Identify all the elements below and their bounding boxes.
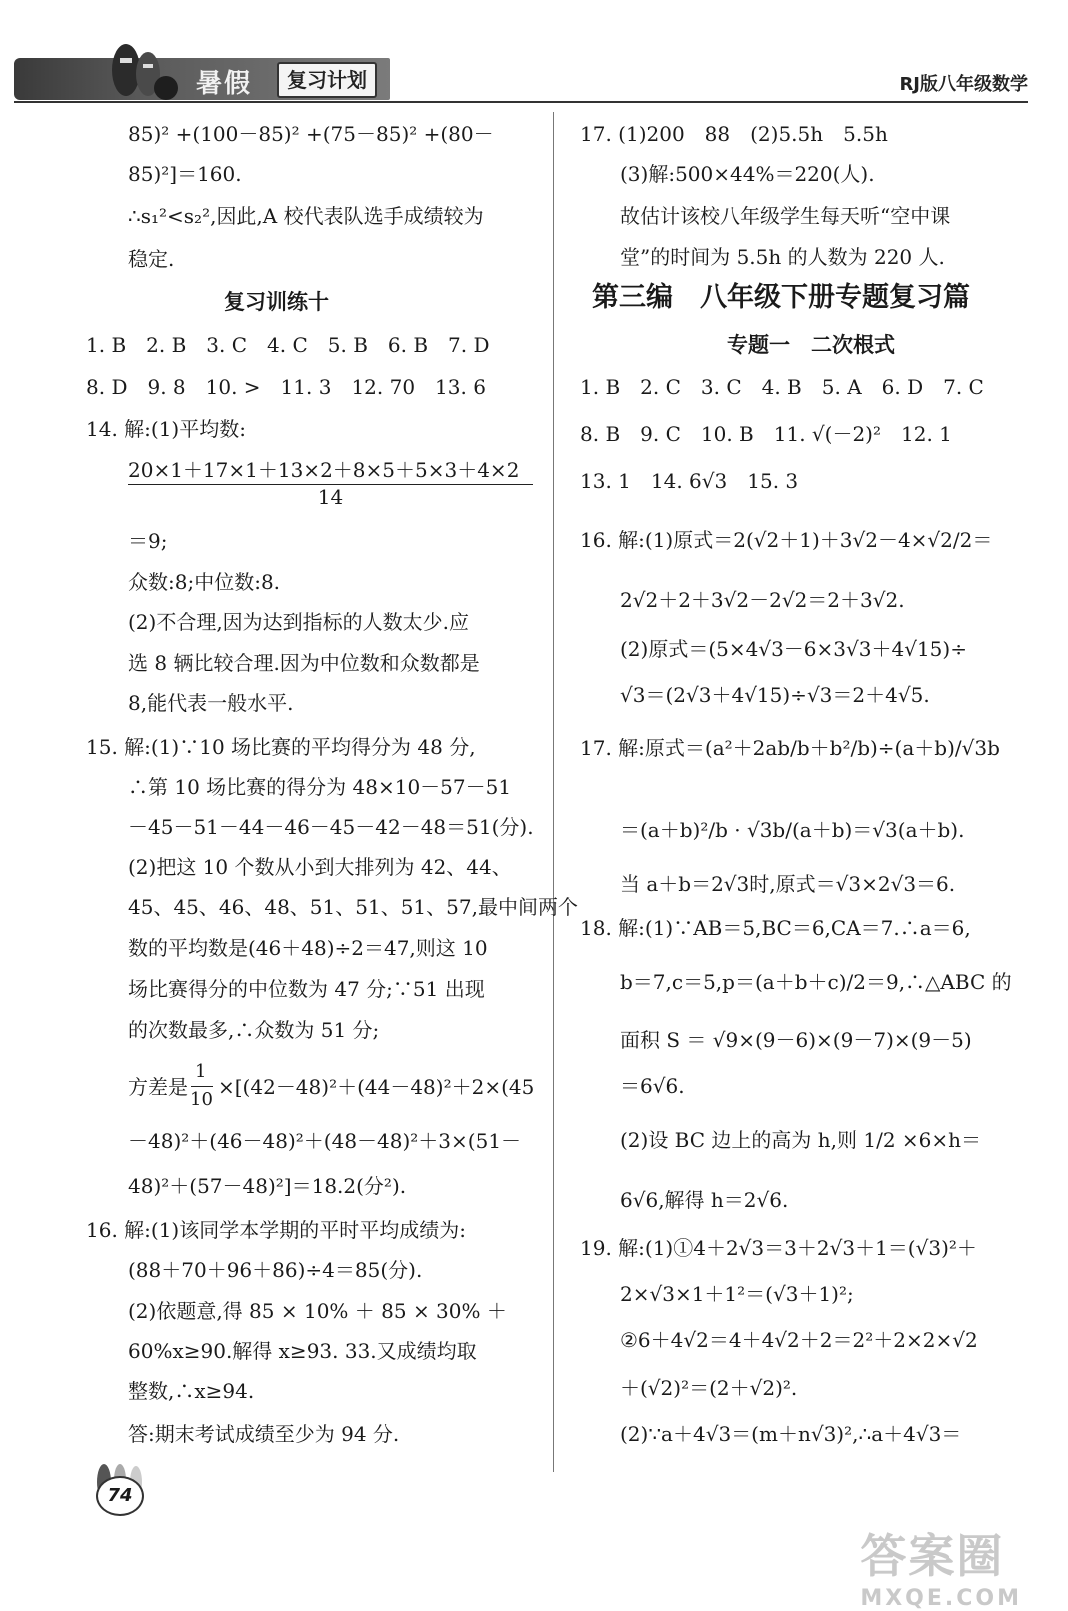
text-line: (2)∵a＋4√3＝(m＋n√3)²,∴a＋4√3＝ [620,1422,962,1446]
fraction-numerator: 1 [195,1061,207,1082]
text-line: 48)²＋(57－48)²]＝18.2(分²). [128,1174,407,1198]
text-line: －45－51－44－46－45－42－48＝51(分). [128,815,534,839]
question-17-stats: 17. (1)200 88 (2)5.5h 5.5h [580,122,888,146]
text-line: －48)²＋(46－48)²＋(48－48)²＋3×(51－ [128,1129,522,1153]
answer-row: 13. 1 14. 6√3 15. 3 [580,469,799,493]
fraction-numerator: 20×1＋17×1＋13×2＋8×5＋5×3＋4×2 [128,458,520,482]
text-line: ＋(√2)²＝(2＋√2)². [620,1376,798,1400]
fraction-denominator: 10 [190,1089,213,1110]
text-line: 答:期末考试成绩至少为 94 分. [128,1422,400,1446]
text-line: 85)²]＝160. [128,162,242,186]
text-line: 85)² +(100－85)² +(75－85)² +(80－ [128,122,494,146]
text-line: 60%x≥90.解得 x≥93. 33.又成绩均取 [128,1339,477,1363]
answer-row: 1. B 2. C 3. C 4. B 5. A 6. D 7. C [580,375,984,399]
text-line: 选 8 辆比较合理.因为中位数和众数都是 [128,651,480,675]
text-line: 8,能代表一般水平. [128,691,294,715]
text-line: 故估计该校八年级学生每天听“空中课 [620,204,951,228]
column-divider [553,112,554,1472]
answer-row: 8. D 9. 8 10. > 11. 3 12. 70 13. 6 [86,375,486,399]
text-line: (2)不合理,因为达到指标的人数太少.应 [128,610,470,634]
text-line: 众数:8;中位数:8. [128,570,281,594]
text-line: 面积 S ＝ √9×(9－6)×(9－7)×(9－5) [620,1028,972,1052]
text-line: 方差是 [128,1075,188,1099]
watermark-sub: MXQE.COM [860,1586,1022,1611]
fraction-denominator: 14 [317,485,344,509]
text-line: 45、45、46、48、51、51、51、57,最中间两个 [128,895,578,919]
text-line: 当 a＋b＝2√3时,原式＝√3×2√3＝6. [620,872,956,896]
text-line: 2×√3×1＋1²＝(√3＋1)²; [620,1282,854,1306]
question-16: 16. 解:(1)该同学本学期的平时平均成绩为: [86,1218,466,1242]
text-line: 整数,∴x≥94. [128,1379,255,1403]
text-line: 6√6,解得 h＝2√6. [620,1188,789,1212]
answer-row: 8. B 9. C 10. B 11. √(－2)² 12. 1 [580,422,952,446]
part-title: 第三编 八年级下册专题复习篇 [592,282,970,313]
text-line: (2)把这 10 个数从小到大排列为 42、44、 [128,855,512,879]
text-line: ②6＋4√2＝4＋4√2＋2＝2²＋2×2×√2 [620,1328,978,1352]
bowling-pins-illustration [96,40,180,102]
edition-label: RJ版八年级数学 [899,74,1028,95]
question-19: 19. 解:(1)①4＋2√3＝3＋2√3＋1＝(√3)²＋ [580,1236,977,1260]
text-line: ×[(42－48)²＋(44－48)²＋2×(45 [218,1075,535,1099]
text-line: 堂”的时间为 5.5h 的人数为 220 人. [620,245,945,269]
question-17-radicals: 17. 解:原式＝(a²＋2ab/b＋b²/b)÷(a＋b)/√3b [580,736,1000,760]
text-line: 2√2＋2＋3√2－2√2＝2＋3√2. [620,588,905,612]
text-line: √3＝(2√3＋4√15)÷√3＝2＋4√5. [620,683,930,707]
text-line: ＝6√6. [620,1074,685,1098]
watermark-logo [860,1520,1022,1611]
text-line: ∴第 10 场比赛的得分为 48×10－57－51 [128,775,512,799]
question-15: 15. 解:(1)∵10 场比赛的平均得分为 48 分, [86,735,476,759]
text-line: (88＋70＋96＋86)÷4＝85(分). [128,1258,423,1282]
brand-title: 暑假 [196,69,253,99]
text-line: 的次数最多,∴众数为 51 分; [128,1018,380,1042]
page-number: 74 [96,1476,144,1516]
topic-title: 专题一 二次根式 [727,333,895,357]
text-line: 稳定. [128,247,175,271]
section-title: 复习训练十 [224,290,329,314]
header-rule [14,101,1028,103]
text-line: ＝(a＋b)²/b · √3b/(a＋b)＝√3(a＋b). [620,818,965,842]
text-line: 数的平均数是(46＋48)÷2＝47,则这 10 [128,936,488,960]
question-16-radicals: 16. 解:(1)原式＝2(√2＋1)＋3√2－4×√2/2＝ [580,528,993,552]
text-line: (2)依题意,得 85 × 10% ＋ 85 × 30% ＋ [128,1299,507,1323]
text-line: (2)原式＝(5×4√3－6×3√3＋4√15)÷ [620,637,967,661]
question-18: 18. 解:(1)∵AB＝5,BC＝6,CA＝7.∴a＝6, [580,916,971,940]
text-line: b＝7,c＝5,p＝(a＋b＋c)/2＝9,∴△ABC 的 [620,970,1012,994]
text-line: ∴s₁²<s₂²,因此,A 校代表队选手成绩较为 [128,204,484,228]
text-line: ＝9; [128,529,168,553]
watermark-main: 答案圈 [860,1529,1005,1583]
brand-box-title: 复习计划 [277,62,377,98]
text-line: 场比赛得分的中位数为 47 分;∵51 出现 [128,977,485,1001]
text-line: (2)设 BC 边上的高为 h,则 1/2 ×6×h＝ [620,1128,982,1152]
answer-row: 1. B 2. B 3. C 4. C 5. B 6. B 7. D [86,333,490,357]
question-14: 14. 解:(1)平均数: [86,417,246,441]
text-line: (3)解:500×44%＝220(人). [620,162,875,186]
